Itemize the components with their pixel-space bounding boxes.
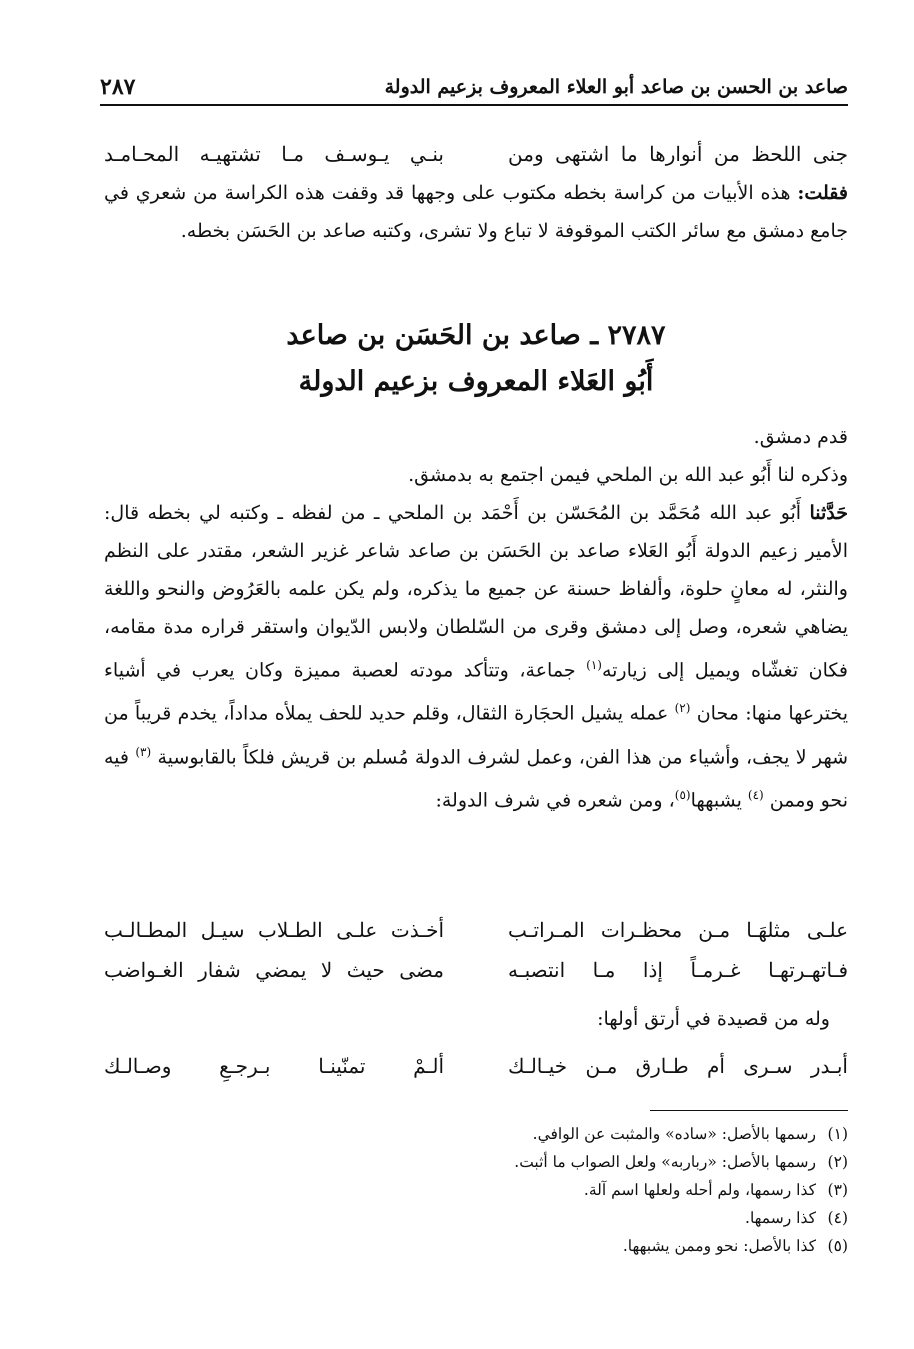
- footnote: [300, 1204, 848, 1232]
- footnote-text: كذا رسمها، ولم أحله ولعلها اسم آلة.: [583, 1181, 816, 1199]
- paragraph-mention: وذكره لنا أَبُو عبد الله بن الملحي فيمن اجتمع به بدمشق.: [408, 464, 848, 486]
- verse-last: [104, 1048, 848, 1084]
- footnote: [300, 1232, 848, 1260]
- verse-hemistich-left: بنـي يـوسـف مـا تشتهيـه المحـامـد: [104, 142, 444, 166]
- footnote-ref-1[interactable]: (١): [586, 658, 602, 672]
- footnote-separator: [650, 1110, 848, 1111]
- footnote-ref-3[interactable]: (٣): [135, 744, 152, 759]
- narration-text-a: أَبُو عبد الله مُحَمَّد بن المُحَسّن بن أَحْمَد بن الملحي ـ من لفظه ـ وكتبه لي بخطه قال: الأمير زعيم الدولة أَبُو العَلاء صاعد بن الحَسَن بن صاعد شاعر غزير الشعر، مقتدر على النظم والنثر، له معانٍ حلوة، وألفاظ حسنة عن جميع ما يذكره، ولم يكن علمه بالعَرُوض والنحو واللغة يضاهي شعره، وصل إلى دمشق وقرى من السّلطان ولابس الدّيوان واستقر قراره مدة مقامه، فكان تغشّاه ويميل إلى زيارته: [104, 502, 849, 682]
- verse-hemistich-right: أبـدر سـرى أم طـارق مـن خيـالـك: [508, 1054, 848, 1078]
- verse-mid-2: [104, 952, 848, 988]
- footnote-ref-2[interactable]: (٢): [674, 701, 691, 716]
- running-title: صاعد بن الحسن بن صاعد أبو العلاء المعروف بزعيم الدولة: [384, 76, 848, 98]
- page-header: [100, 68, 848, 106]
- note-text: هذه الأبيات من كراسة بخطه مكتوب على وجهها قد وقفت هذه الكراسة من شعري في جامع دمشق مع سائر الكتب الموقوفة لا تباع ولا تشرى، وكتبه صاعد بن الحَسَن بخطه.: [104, 182, 848, 242]
- narration-text-b: جماعة، وتتأكد مودته لعصبة مميزة وكان يعرب في أشياء يخترعها منها: محان: [104, 659, 848, 725]
- footnote-text: كذا بالأصل: نحو وممن يشبهها.: [622, 1237, 816, 1255]
- footnote-text: كذا رسمها.: [745, 1209, 816, 1227]
- footnote-number: (٤): [827, 1209, 848, 1227]
- note-label: فقلت:: [797, 182, 848, 204]
- narration-text-e: يشبهها: [690, 789, 748, 812]
- footnote-text: رسمها بالأصل: «ساده» والمثبت عن الوافي.: [532, 1125, 816, 1143]
- entry-title-line2: أَبُو العَلاء المعروف بزعيم الدولة: [298, 366, 654, 397]
- verse-hemistich-left: ألـمْ تمنّينـا بـرجـعِ وصـالـك: [104, 1054, 444, 1078]
- footnote-ref-5[interactable]: (٥): [674, 787, 691, 802]
- verse-hemistich-left: مضى حيث لا يمضي شفار الغـواضب: [104, 958, 444, 982]
- footnote-number: (٥): [827, 1237, 848, 1255]
- footnote-ref-4[interactable]: (٤): [747, 787, 764, 802]
- footnote: [300, 1148, 848, 1176]
- footnote-number: (٣): [827, 1181, 848, 1199]
- narration-text-d: فيه نحو وممن: [104, 745, 848, 812]
- verse-hemistich-right: علـى مثلهَـا مـن محظـرات المـراتـب: [508, 918, 848, 942]
- intro-qasida: وله من قصيدة في أرتق أولها:: [597, 1008, 830, 1030]
- verse-hemistich-right: جنى اللحظ من أنوارها ما اشتهى ومن: [508, 142, 848, 166]
- verse-hemistich-left: أخـذت علـى الطـلاب سيـل المطـالـب: [104, 918, 444, 942]
- note-paragraph: [104, 174, 848, 250]
- hadathana-label: حَدَّثنا: [809, 502, 848, 524]
- verse-hemistich-right: فـاتهـرتهـا غـرمـاً إذا مـا انتصبـه: [508, 958, 848, 982]
- verse-mid-1: [104, 912, 848, 948]
- footnote-number: (٢): [827, 1153, 848, 1171]
- footnote-number: (١): [827, 1125, 848, 1143]
- body-text: [104, 418, 848, 819]
- paragraph-arrival: قدم دمشق.: [753, 426, 848, 448]
- narration-text-c: عمله يشيل الحجَارة الثقال، وقلم حديد للحف يملأه مداداً، يخدم قريباً من شهر لا يجف، وأشياء من هذا الفن، وعمل لشرف الدولة مُسلم بن قريش فلكاً بالقابوسية: [104, 702, 849, 768]
- page-number: ٢٨٧: [100, 74, 136, 100]
- footnote-text: رسمها بالأصل: «رباربه» ولعل الصواب ما أثبت.: [514, 1153, 816, 1171]
- narration-text-f: ، ومن شعره في شرف الدولة:: [435, 789, 675, 812]
- entry-title-line1: ٢٧٨٧ ـ صاعد بن الحَسَن بن صاعد: [286, 320, 666, 351]
- footnote: [300, 1176, 848, 1204]
- paragraph-narration: [104, 494, 848, 819]
- footnotes: [300, 1120, 848, 1260]
- footnote: [300, 1120, 848, 1148]
- verse-top: [104, 136, 848, 172]
